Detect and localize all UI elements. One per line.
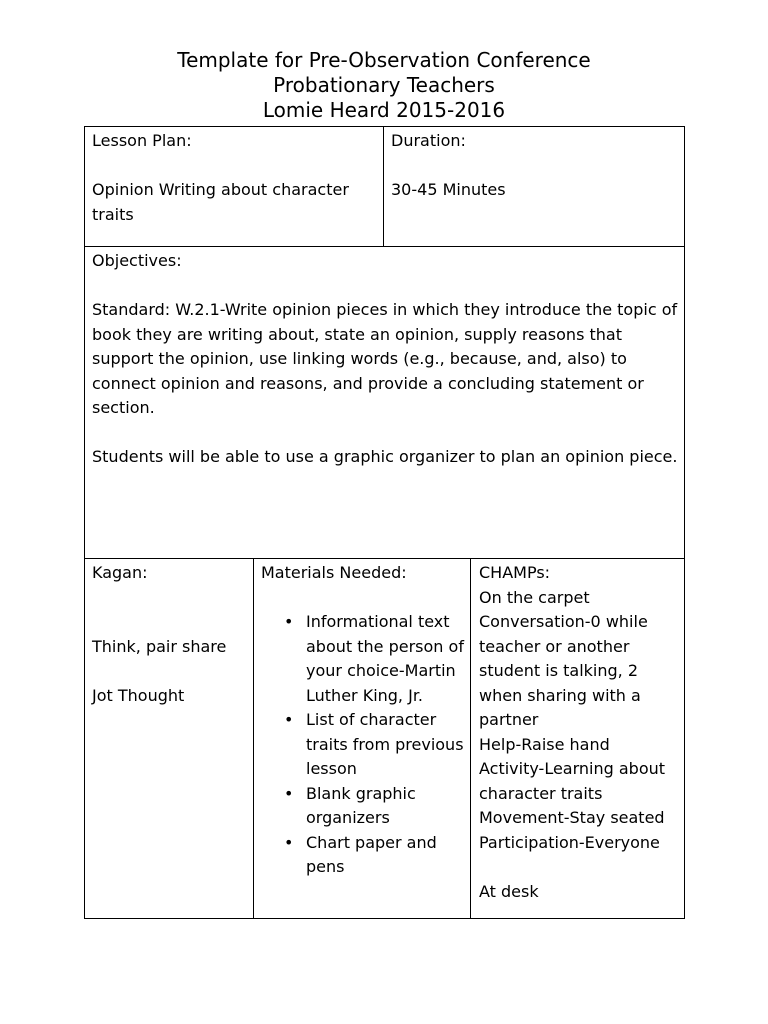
kagan-item: Think, pair share — [92, 636, 227, 656]
champs-label: CHAMPs: — [479, 563, 551, 582]
materials-item: • Informational text about the person of your choice-Martin Luther King, Jr. — [261, 610, 464, 708]
champs-cell — [470, 558, 685, 919]
title-line-2: Probationary Teachers — [273, 73, 495, 97]
duration-value: 30-45 Minutes — [391, 180, 506, 199]
lesson-plan-label: Lesson Plan: — [92, 131, 192, 150]
duration-label: Duration: — [391, 131, 466, 150]
materials-list — [261, 610, 464, 880]
kagan-item: Jot Thought — [92, 685, 185, 705]
duration-cell — [383, 126, 685, 247]
materials-cell — [253, 558, 471, 919]
objectives-standard: Standard: W.2.1-Write opinion pieces in which they introduce the topic of book they are writing about, state an opinion, supply reasons that support the opinion, use linking words (e.g., because, and, also) to connect opinion and reasons, and provide a concluding statement or section. — [92, 300, 678, 417]
champs-line: Conversation-0 while teacher or another student is talking, 2 when sharing with a partner — [479, 612, 648, 729]
champs-line: Help-Raise hand — [479, 734, 610, 754]
champs-heading: On the carpet — [479, 587, 590, 607]
lesson-plan-value: Opinion Writing about character traits — [92, 180, 349, 224]
champs-line: Movement-Stay seated — [479, 808, 665, 827]
objectives-cell — [84, 246, 685, 559]
objectives-label: Objectives: — [92, 251, 182, 270]
objectives-swbat: Students will be able to use a graphic organizer to plan an opinion piece. — [92, 447, 678, 466]
title-line-3: Lomie Heard 2015-2016 — [262, 98, 506, 122]
lesson-plan-cell — [84, 126, 384, 247]
champs-line: Activity-Learning about character traits — [479, 759, 666, 803]
champs-line: Participation-Everyone — [479, 832, 660, 852]
kagan-label: Kagan: — [92, 563, 148, 582]
materials-item: • Blank graphic organizers — [261, 782, 464, 831]
materials-item: • Chart paper and pens — [261, 831, 464, 880]
materials-item: • List of character traits from previous lesson — [261, 708, 464, 782]
document-title — [0, 48, 768, 123]
title-line-1: Template for Pre-Observation Conference — [177, 48, 591, 72]
materials-label: Materials Needed: — [261, 563, 407, 582]
champs-desk-heading: At desk — [479, 881, 539, 901]
kagan-cell — [84, 558, 254, 919]
